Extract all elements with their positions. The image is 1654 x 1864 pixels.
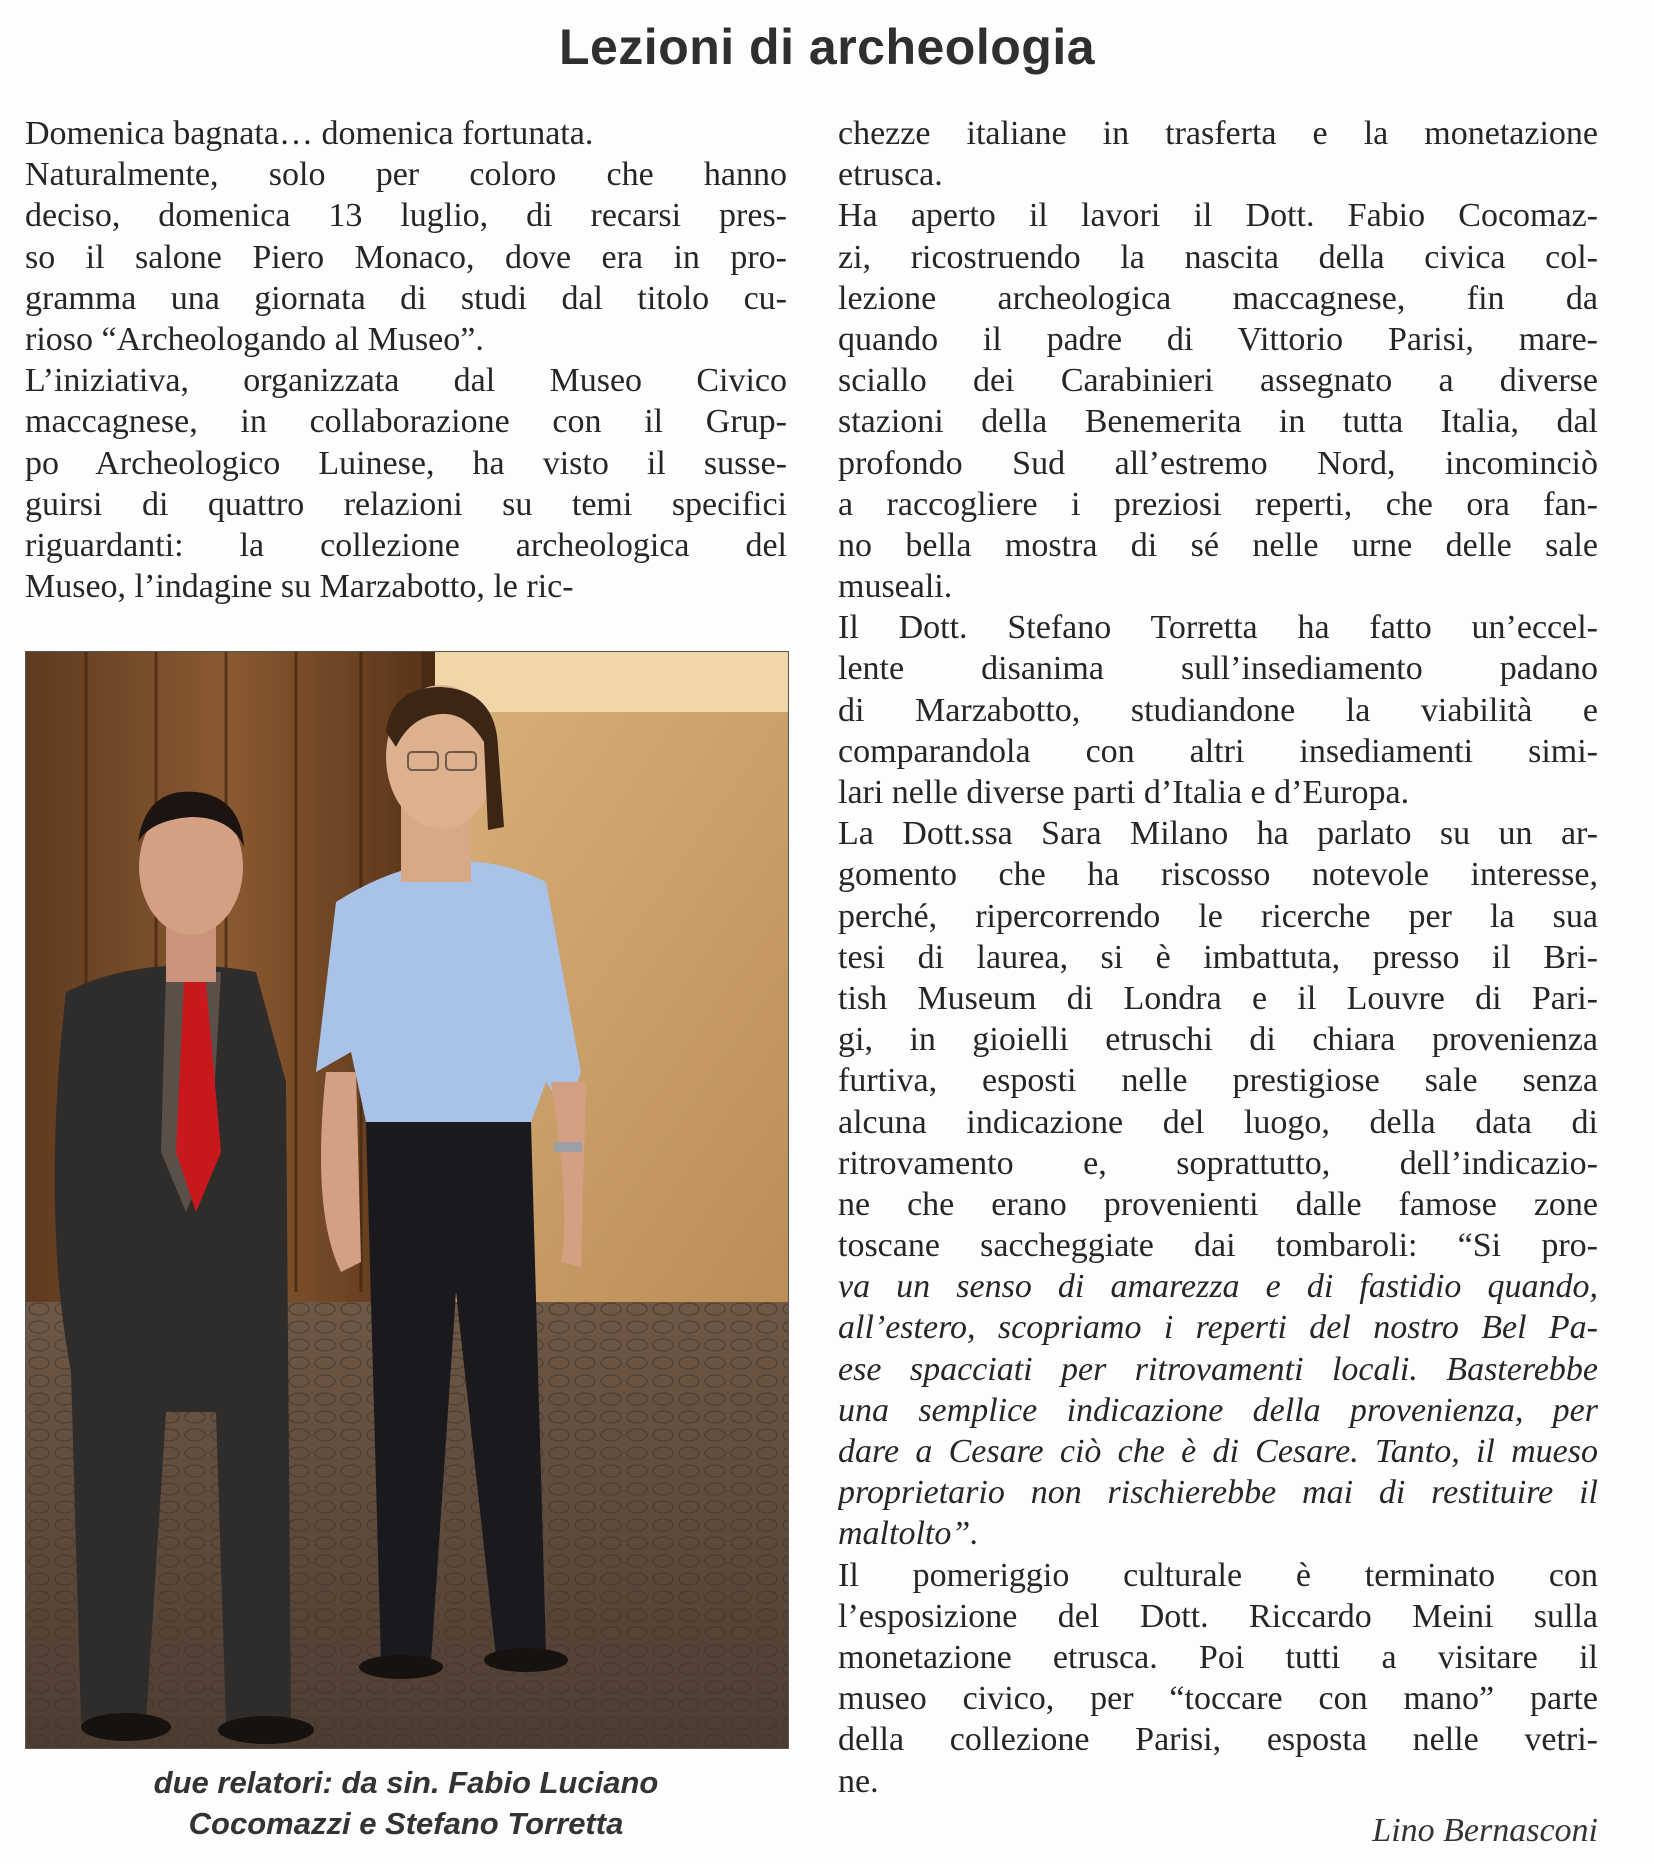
text-line: perché, ripercorrendo le ricerche per la sua [838, 897, 1598, 935]
text-line: tish Museum di Londra e il Louvre di Pari- [838, 979, 1598, 1017]
text-line: Il Dott. Stefano Torretta ha fatto un’eccel- [838, 609, 1598, 647]
text-line: furtiva, esposti nelle prestigiose sale senza [838, 1062, 1598, 1100]
text-line: proprietario non rischierebbe mai di restituire il [838, 1474, 1598, 1512]
text-line: Museo, l’indagine su Marzabotto, le ric- [25, 568, 574, 606]
text-line: sciallo dei Carabinieri assegnato a diverse [838, 362, 1598, 400]
text-line: riguardanti: la collezione archeologica del [25, 526, 787, 564]
text-line: Domenica bagnata… domenica fortunata. [25, 115, 594, 152]
text-line: alcuna indicazione del luogo, della data di [838, 1103, 1598, 1141]
text-line: L’iniziativa, organizzata dal Museo Civico [25, 362, 787, 400]
text-line: maccagnese, in collaborazione con il Grup- [25, 403, 787, 441]
text-line: ese spacciati per ritrovamenti locali. Basterebbe [838, 1350, 1598, 1388]
left-column [25, 113, 787, 607]
text-line: etrusca. [838, 156, 943, 194]
text-line: stazioni della Benemerita in tutta Italia, dal [838, 403, 1598, 441]
text-line: gi, in gioielli etruschi di chiara provenienza [838, 1021, 1598, 1059]
text-line: maltolto”. [838, 1515, 979, 1553]
text-line: Il pomeriggio culturale è terminato con [838, 1556, 1598, 1594]
text-line: a raccogliere i preziosi reperti, che ora fan- [838, 485, 1598, 523]
text-line: tesi di laurea, si è imbattuta, presso il Bri- [838, 938, 1598, 976]
text-line: no bella mostra di sé nelle urne delle sale [838, 526, 1598, 564]
text-line: chezze italiane in trasferta e la monetazione [838, 115, 1598, 152]
text-line: di Marzabotto, studiandone la viabilità e [838, 691, 1598, 729]
text-line: della collezione Parisi, esposta nelle vetri- [838, 1721, 1598, 1759]
text-line: ne che erano provenienti dalle famose zone [838, 1185, 1598, 1223]
text-line: Naturalmente, solo per coloro che hanno [25, 156, 787, 194]
text-line: una semplice indicazione della provenienza, per [838, 1391, 1598, 1429]
text-line: dare a Cesare ciò che è di Cesare. Tanto, il mueso [838, 1433, 1598, 1470]
article-title: Lezioni di archeologia [558, 19, 1096, 75]
text-line: Ha aperto il lavori il Dott. Fabio Cocomaz- [838, 197, 1598, 235]
author-signature: Lino Bernasconi [1372, 1812, 1598, 1849]
text-line: ritrovamento e, soprattutto, dell’indicazio- [838, 1144, 1598, 1182]
text-line: zi, ricostruendo la nascita della civica col- [838, 238, 1598, 276]
text-line: La Dott.ssa Sara Milano ha parlato su un ar- [838, 815, 1598, 853]
text-line: quando il padre di Vittorio Parisi, mare- [838, 320, 1598, 358]
text-line: l’esposizione del Dott. Riccardo Meini sulla [838, 1597, 1598, 1635]
text-line: lari nelle diverse parti d’Italia e d’Europa. [838, 774, 1410, 811]
article-photo [25, 651, 789, 1749]
photo-caption [25, 1762, 787, 1844]
text-line: toscane saccheggiate dai tombaroli: “Si pro- [838, 1227, 1598, 1265]
text-line: comparandola con altri insediamenti simi- [838, 732, 1598, 770]
text-line: monetazione etrusca. Poi tutti a visitare il [838, 1638, 1598, 1676]
text-line: all’estero, scopriamo i reperti del nostro Bel Pa- [838, 1309, 1598, 1347]
text-line: museali. [838, 568, 953, 606]
text-line: ne. [838, 1762, 879, 1800]
right-column [838, 113, 1598, 1802]
text-line: profondo Sud all’estremo Nord, incominciò [838, 444, 1598, 482]
text-line: guirsi di quattro relazioni su temi specifici [25, 485, 787, 523]
text-line: gomento che ha riscosso notevole interesse, [838, 856, 1598, 894]
text-line: po Archeologico Luinese, ha visto il susse- [25, 444, 787, 482]
text-line: rioso “Archeologando al Museo”. [25, 320, 484, 358]
text-line: gramma una giornata di studi dal titolo cu- [25, 279, 787, 317]
text-line: so il salone Piero Monaco, dove era in pro- [25, 238, 787, 276]
text-line: lezione archeologica maccagnese, fin da [838, 279, 1598, 317]
text-line: va un senso di amarezza e di fastidio quando, [838, 1268, 1598, 1306]
caption-line: due relatori: da sin. Fabio Luciano [153, 1765, 659, 1800]
text-line: museo civico, per “toccare con mano” parte [838, 1680, 1598, 1718]
text-line: deciso, domenica 13 luglio, di recarsi pres- [25, 197, 787, 235]
caption-line: Cocomazzi e Stefano Torretta [188, 1806, 624, 1841]
text-line: lente disanima sull’insediamento padano [838, 650, 1598, 688]
